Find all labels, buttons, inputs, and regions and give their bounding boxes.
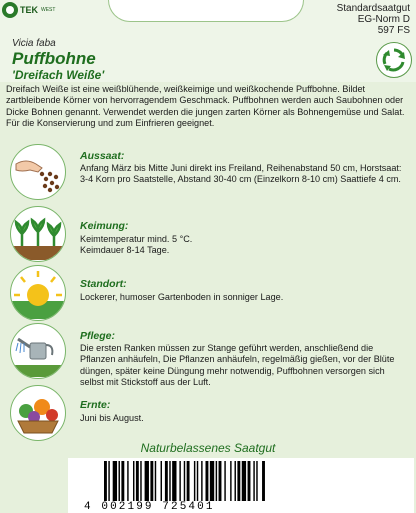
section-title-aussaat: Aussaat: xyxy=(80,150,125,162)
brand-logo xyxy=(2,2,55,18)
standard-line: 597 FS xyxy=(377,25,410,36)
section-title-standort: Standort: xyxy=(80,278,127,290)
section-title-ernte: Ernte: xyxy=(80,399,111,411)
section-text-keimung: Keimtemperatur mind. 5 °C. Keimdauer 8-14 Tage. xyxy=(80,234,193,256)
brand-logo-icon xyxy=(2,2,18,18)
section-title-pflege: Pflege: xyxy=(80,330,116,342)
harvest-basket-icon xyxy=(10,385,66,441)
section-text-ernte: Juni bis August. xyxy=(80,413,144,423)
brand-name: TEK xyxy=(20,5,38,15)
section-text-pflege: Die ersten Ranken müssen zur Stange geführt werden, anschließend die Pflanzen anhäufeln, Die Pflanzen anhäufeln, regelmäßig gießen, vor der Blüte düngen, später keine Düngung mehr notwendig, Puffbohnen versorgen sich selbst mit Stickstoff aus der Luft. xyxy=(80,343,395,387)
section-title-keimung: Keimung: xyxy=(80,220,129,232)
standard-line: EG-Norm D xyxy=(357,14,410,25)
barcode xyxy=(104,461,406,501)
hang-hole xyxy=(108,0,304,22)
standard-line: Standardsaatgut xyxy=(336,3,410,14)
variety-name: 'Dreifach Weiße' xyxy=(12,68,105,82)
footer-claim: Naturbelassenes Saatgut xyxy=(140,441,276,455)
sun-icon xyxy=(10,265,66,321)
section-text-aussaat: Anfang März bis Mitte Juni direkt ins Freiland, Reihenabstand 50 cm, Horstsaat: 3-4 Korn pro Saatstelle, Abstand 30-40 cm (Einzelkorn 8-10 cm) Saattiefe 4 cm. xyxy=(80,163,402,185)
section-text-standort: Lockerer, humoser Gartenboden in sonniger Lage. xyxy=(80,292,284,302)
seed-sowing-icon xyxy=(10,144,66,200)
recycle-icon xyxy=(376,42,412,78)
watering-can-icon xyxy=(10,323,66,379)
product-name: Puffbohne xyxy=(12,49,96,68)
intro-text: Dreifach Weiße ist eine weißblühende, weißkeimige und weißkochende Puffbohne. Bildet zartbleibende Körner von hervorragendem Geschmack. Puffbohnen werden auch Saubohnen oder Dicke Bohnen genannt. Verwendet werden die jungen zarten Körner als Bohnengemüse und Salat. Für die Konservierung und zum Einfrieren geeignet. xyxy=(6,84,405,128)
seedling-icon xyxy=(10,206,66,262)
barcode-number: 4 002199 725401 xyxy=(84,501,215,513)
standard-info xyxy=(337,3,410,36)
species-name: Vicia faba xyxy=(12,38,56,49)
brand-sub: WEST xyxy=(41,7,56,13)
